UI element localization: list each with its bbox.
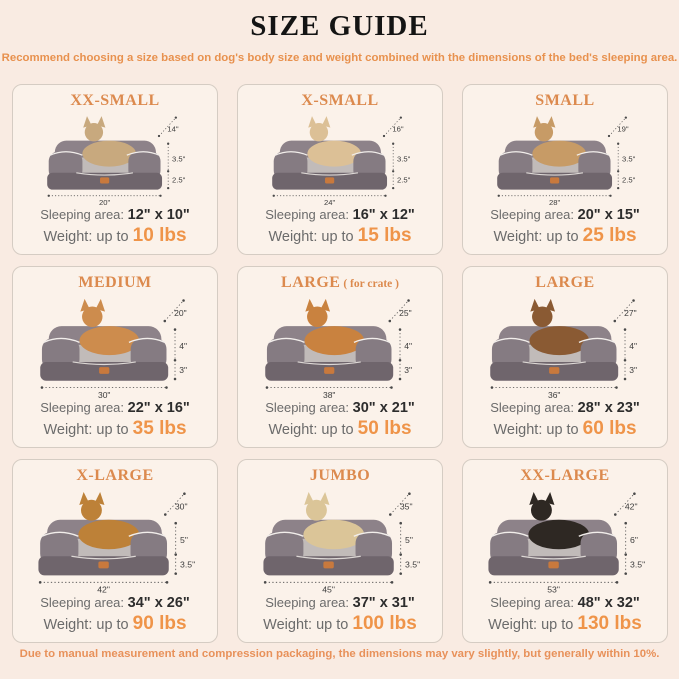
- size-card-title: [520, 467, 609, 485]
- weight-label: Weight: up to: [268, 422, 354, 439]
- bolster-height-dim-label: 5": [180, 534, 189, 545]
- bed-illustration: [263, 110, 416, 206]
- sleeping-area-value: 20" x 15": [577, 207, 640, 224]
- bed-photo-area: [467, 110, 663, 206]
- size-card: [462, 459, 668, 643]
- weight-label: Weight: up to: [488, 617, 574, 634]
- brand-tag: [549, 367, 559, 374]
- sleeping-area-label: Sleeping area:: [40, 595, 125, 611]
- page-title: SIZE GUIDE: [250, 10, 429, 42]
- footer-note: Due to manual measurement and compression packaging, the dimensions may vary slightly, but generally within 10%.: [19, 648, 660, 660]
- size-label: X-LARGE: [76, 467, 154, 484]
- brand-tag: [98, 561, 108, 568]
- weight-value: 100 lbs: [352, 613, 417, 635]
- bed-photo-area: [17, 110, 213, 206]
- size-card: [237, 266, 443, 448]
- depth-dim-label: 20": [173, 307, 187, 318]
- sleeping-area-line: [265, 399, 415, 417]
- bolster-height-dim-label: 6": [630, 534, 639, 545]
- sleeping-area-line: [490, 594, 640, 612]
- sleeping-area-value: 48" x 32": [577, 595, 640, 612]
- brand-tag: [325, 177, 334, 183]
- sleeping-area-value: 12" x 10": [127, 207, 190, 224]
- width-dim-label: 36": [547, 389, 561, 400]
- bed-illustration: [478, 485, 652, 594]
- sleeping-area-line: [490, 399, 640, 417]
- size-label: XX-SMALL: [70, 92, 160, 109]
- weight-value: 130 lbs: [577, 613, 642, 635]
- base-height-dim-label: 3.5": [630, 559, 646, 570]
- bed-photo-area: [17, 485, 213, 594]
- bolster-height-dim-label: 4": [403, 340, 412, 351]
- weight-value: 25 lbs: [582, 225, 637, 247]
- width-dim-label: 30": [97, 389, 111, 400]
- bolster-height-dim-label: 3.5": [622, 153, 636, 163]
- bed-photo-area: [242, 110, 438, 206]
- size-card: [237, 459, 443, 643]
- sleeping-area-line: [40, 206, 190, 224]
- size-card: [237, 84, 443, 255]
- weight-line: [493, 418, 636, 441]
- bed-photo-area: [17, 292, 213, 399]
- width-dim-label: 45": [322, 584, 336, 595]
- weight-line: [263, 613, 417, 636]
- depth-dim-label: 42": [624, 500, 638, 511]
- bed-photo-area: [242, 292, 438, 399]
- size-card-title: [78, 274, 151, 292]
- width-dim-label: 28": [549, 197, 561, 207]
- sleeping-area-label: Sleeping area:: [265, 400, 350, 416]
- bed-illustration: [28, 485, 202, 594]
- sleeping-area-label: Sleeping area:: [265, 207, 350, 223]
- size-label: MEDIUM: [78, 274, 152, 291]
- weight-label: Weight: up to: [493, 422, 579, 439]
- depth-dim-label: 14": [167, 124, 180, 134]
- bed-photo-area: [467, 292, 663, 399]
- width-dim-label: 38": [322, 389, 336, 400]
- size-card-title: [76, 467, 153, 485]
- bed-photo-area: [467, 485, 663, 594]
- sleeping-area-value: 16" x 12": [352, 207, 415, 224]
- brand-tag: [99, 367, 109, 374]
- size-card-title: [301, 92, 378, 110]
- size-label: XX-LARGE: [520, 467, 610, 484]
- bed-illustration: [253, 485, 427, 594]
- size-label: LARGE: [281, 274, 341, 291]
- width-dim-label: 24": [324, 197, 336, 207]
- brand-tag: [548, 561, 558, 568]
- recommendation-subtitle: Recommend choosing a size based on dog's body size and weight combined with the dimensions of the bed's sleeping area.: [1, 52, 678, 64]
- size-card: [12, 84, 218, 255]
- size-card-title: [310, 467, 370, 485]
- bed-photo-area: [242, 485, 438, 594]
- weight-label: Weight: up to: [263, 617, 349, 634]
- sleeping-area-value: 34" x 26": [127, 595, 190, 612]
- brand-tag: [550, 177, 559, 183]
- bed-illustration: [480, 292, 651, 399]
- weight-value: 10 lbs: [132, 225, 187, 247]
- brand-tag: [323, 561, 333, 568]
- bed-illustration: [488, 110, 641, 206]
- base-height-dim-label: 3.5": [180, 559, 196, 570]
- weight-label: Weight: up to: [268, 229, 354, 246]
- bed-illustration: [30, 292, 201, 399]
- weight-line: [43, 418, 186, 441]
- sleeping-area-line: [265, 594, 415, 612]
- size-label: SMALL: [535, 92, 595, 109]
- size-label: X-SMALL: [301, 92, 379, 109]
- size-card: [462, 266, 668, 448]
- size-label-suffix: ( for crate ): [340, 278, 399, 290]
- base-height-dim-label: 3": [628, 364, 637, 375]
- size-label: LARGE: [535, 274, 595, 291]
- sleeping-area-label: Sleeping area:: [40, 207, 125, 223]
- weight-line: [268, 418, 411, 441]
- depth-dim-label: 16": [392, 124, 405, 134]
- sleeping-area-line: [265, 206, 415, 224]
- size-card-title: [70, 92, 159, 110]
- sleeping-area-label: Sleeping area:: [40, 400, 125, 416]
- weight-label: Weight: up to: [493, 229, 579, 246]
- base-height-dim-label: 2.5": [172, 175, 186, 185]
- weight-line: [488, 613, 642, 636]
- brand-tag: [324, 367, 334, 374]
- size-card-title: [535, 274, 594, 292]
- weight-line: [43, 613, 186, 636]
- weight-value: 35 lbs: [132, 418, 187, 440]
- sleeping-area-label: Sleeping area:: [490, 400, 575, 416]
- base-height-dim-label: 3": [178, 364, 187, 375]
- base-height-dim-label: 2.5": [397, 175, 411, 185]
- sleeping-area-line: [40, 594, 190, 612]
- weight-value: 15 lbs: [357, 225, 412, 247]
- sleeping-area-label: Sleeping area:: [490, 595, 575, 611]
- depth-dim-label: 25": [398, 307, 412, 318]
- sleeping-area-label: Sleeping area:: [265, 595, 350, 611]
- bolster-height-dim-label: 3.5": [397, 153, 411, 163]
- size-card: [12, 266, 218, 448]
- weight-label: Weight: up to: [43, 617, 129, 634]
- size-card-title: [281, 274, 399, 292]
- depth-dim-label: 30": [174, 500, 188, 511]
- depth-dim-label: 19": [617, 124, 630, 134]
- width-dim-label: 42": [97, 584, 111, 595]
- weight-value: 50 lbs: [357, 418, 412, 440]
- base-height-dim-label: 3": [403, 364, 412, 375]
- bolster-height-dim-label: 3.5": [172, 153, 186, 163]
- sleeping-area-value: 37" x 31": [352, 595, 415, 612]
- weight-line: [493, 225, 636, 248]
- bolster-height-dim-label: 4": [178, 340, 187, 351]
- size-card: [12, 459, 218, 643]
- size-grid: [12, 84, 668, 643]
- sleeping-area-value: 28" x 23": [577, 400, 640, 417]
- bed-illustration: [255, 292, 426, 399]
- bolster-height-dim-label: 5": [405, 534, 414, 545]
- width-dim-label: 20": [99, 197, 111, 207]
- weight-value: 90 lbs: [132, 613, 187, 635]
- sleeping-area-label: Sleeping area:: [490, 207, 575, 223]
- weight-line: [43, 225, 186, 248]
- brand-tag: [100, 177, 109, 183]
- size-card-title: [535, 92, 594, 110]
- width-dim-label: 53": [547, 584, 561, 595]
- sleeping-area-value: 22" x 16": [127, 400, 190, 417]
- bolster-height-dim-label: 4": [628, 340, 637, 351]
- base-height-dim-label: 3.5": [405, 559, 421, 570]
- weight-label: Weight: up to: [43, 229, 129, 246]
- size-label: JUMBO: [309, 467, 371, 484]
- base-height-dim-label: 2.5": [622, 175, 636, 185]
- weight-label: Weight: up to: [43, 422, 129, 439]
- depth-dim-label: 27": [623, 307, 637, 318]
- sleeping-area-line: [490, 206, 640, 224]
- sleeping-area-value: 30" x 21": [352, 400, 415, 417]
- weight-line: [268, 225, 411, 248]
- size-card: [462, 84, 668, 255]
- weight-value: 60 lbs: [582, 418, 637, 440]
- sleeping-area-line: [40, 399, 190, 417]
- bed-illustration: [38, 110, 191, 206]
- depth-dim-label: 35": [399, 500, 413, 511]
